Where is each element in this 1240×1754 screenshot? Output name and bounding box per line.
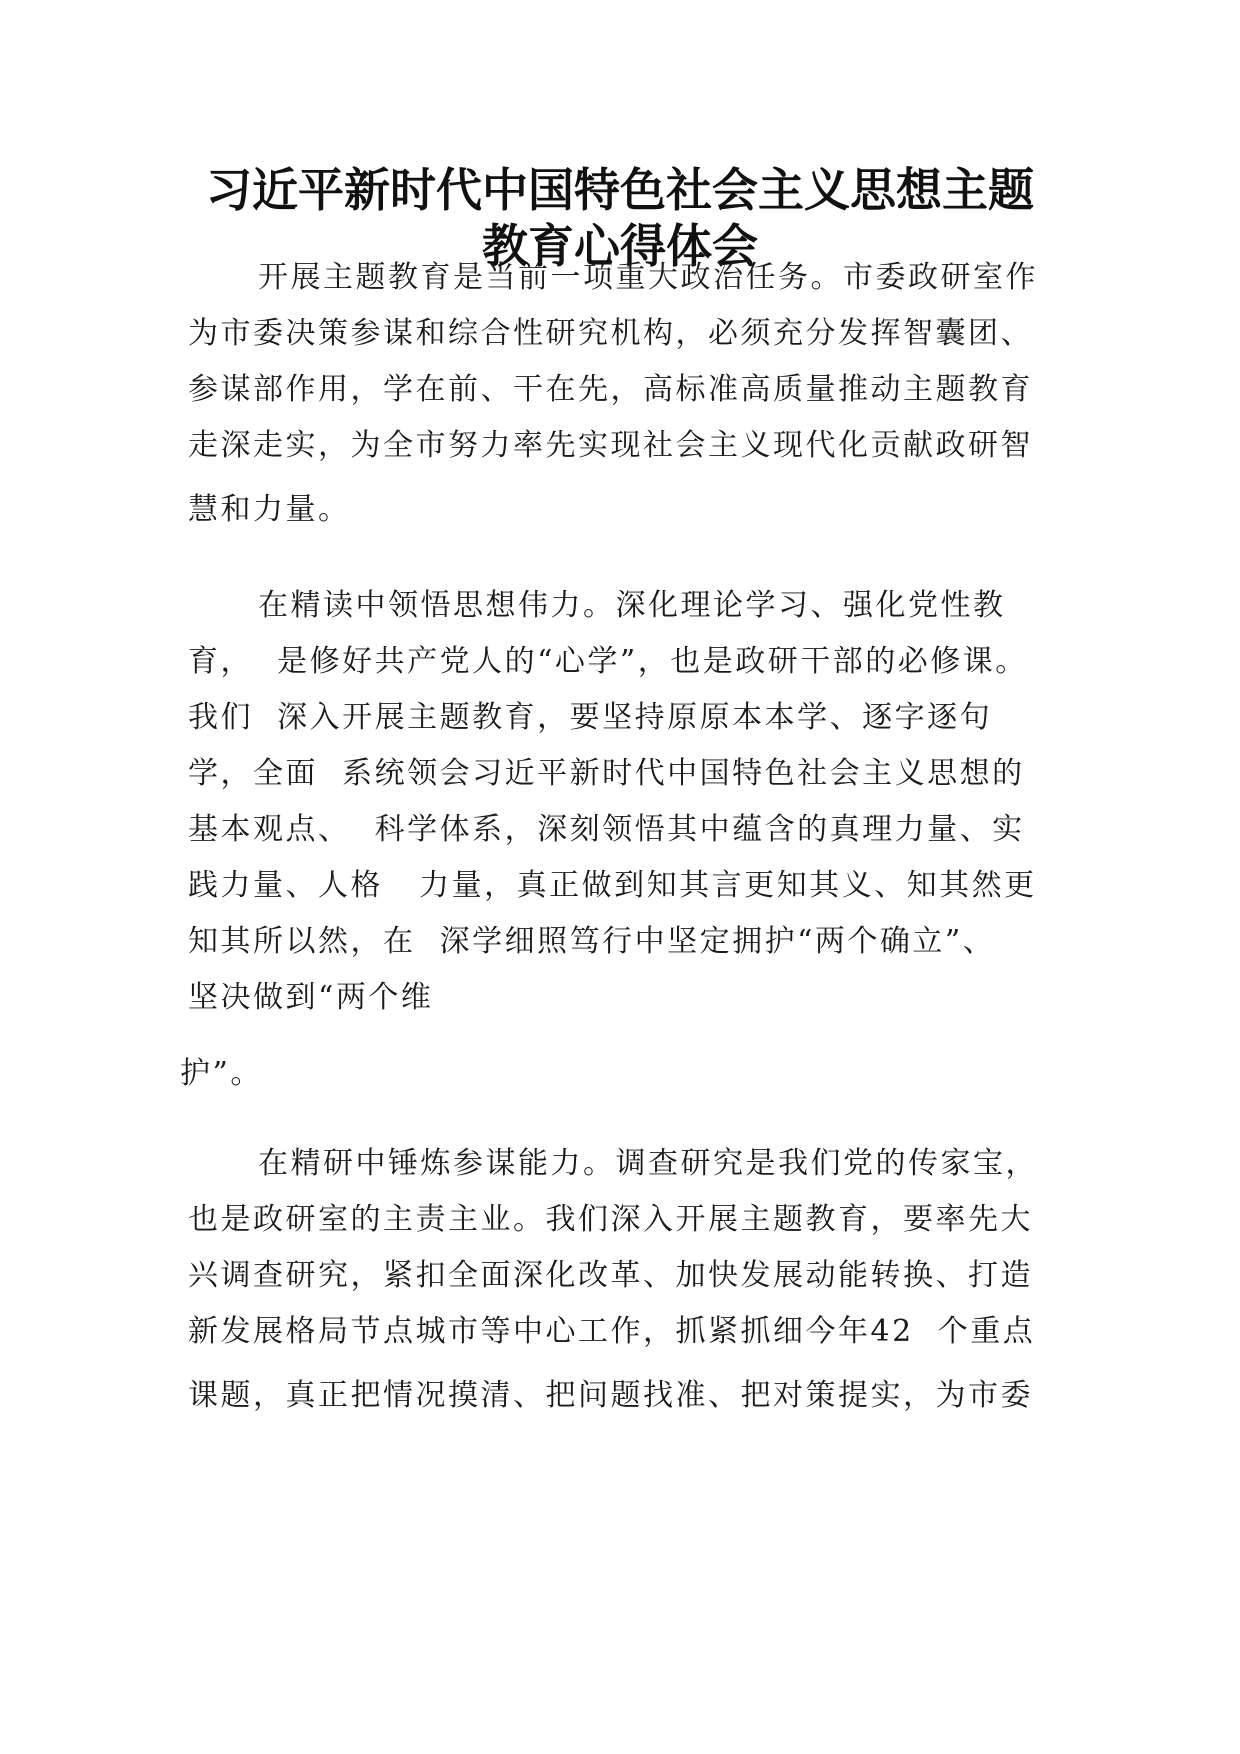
paragraph-1-line-5: 慧和力量。 (188, 492, 351, 527)
paragraph-3-line-4: 新发展格局节点城市等中心工作，抓紧抓细今年42 个重点 (188, 1314, 1036, 1349)
paragraph-3-line-5: 课题，真正把情况摸清、把问题找准、把对策提实，为市委 (188, 1378, 1033, 1413)
paragraph-2-line-2: 育， 是修好共产党人的“心学”，也是政研干部的必修课。 (188, 644, 1028, 679)
paragraph-1-line-3: 参谋部作用，学在前、干在先，高标准高质量推动主题教育 (188, 372, 1033, 407)
paragraph-2-line-6: 践力量、人格 力量，真正做到知其言更知其义、知其然更 (188, 868, 1037, 903)
document-title-line-2: 教育心得体会 (482, 219, 758, 273)
paragraph-1-line-1: 开展主题教育是当前一项重大政治任务。市委政研室作 (258, 260, 1038, 295)
paragraph-2-line-1: 在精读中领悟思想伟力。深化理论学习、强化党性教 (258, 588, 1006, 623)
paragraph-2-line-9: 护”。 (180, 1056, 263, 1091)
paragraph-2-line-7: 知其所以然，在 深学细照笃行中坚定拥护“两个确立”、 (188, 924, 996, 959)
paragraph-3-line-2: 也是政研室的主责主业。我们深入开展主题教育，要率先大 (188, 1202, 1033, 1237)
paragraph-2-line-5: 基本观点、 科学体系，深刻领悟其中蕴含的真理力量、实 (188, 812, 1025, 847)
paragraph-1-line-4: 走深走实，为全市努力率先实现社会主义现代化贡献政研智 (188, 428, 1033, 463)
paragraph-3-line-1: 在精研中锤炼参谋能力。调查研究是我们党的传家宝， (258, 1146, 1038, 1181)
paragraph-2-line-8: 坚决做到“两个维 (188, 980, 434, 1015)
document-title-line-1: 习近平新时代中国特色社会主义思想主题 (206, 163, 1034, 217)
paragraph-2-line-3: 我们 深入开展主题教育，要坚持原原本本学、逐字逐句 (188, 700, 993, 735)
paragraph-2-line-4: 学，全面 系统领会习近平新时代中国特色社会主义思想的 (188, 756, 1025, 791)
paragraph-3-line-3: 兴调查研究，紧扣全面深化改革、加快发展动能转换、打造 (188, 1258, 1033, 1293)
paragraph-1-line-2: 为市委决策参谋和综合性研究机构，必须充分发挥智囊团、 (188, 316, 1033, 351)
